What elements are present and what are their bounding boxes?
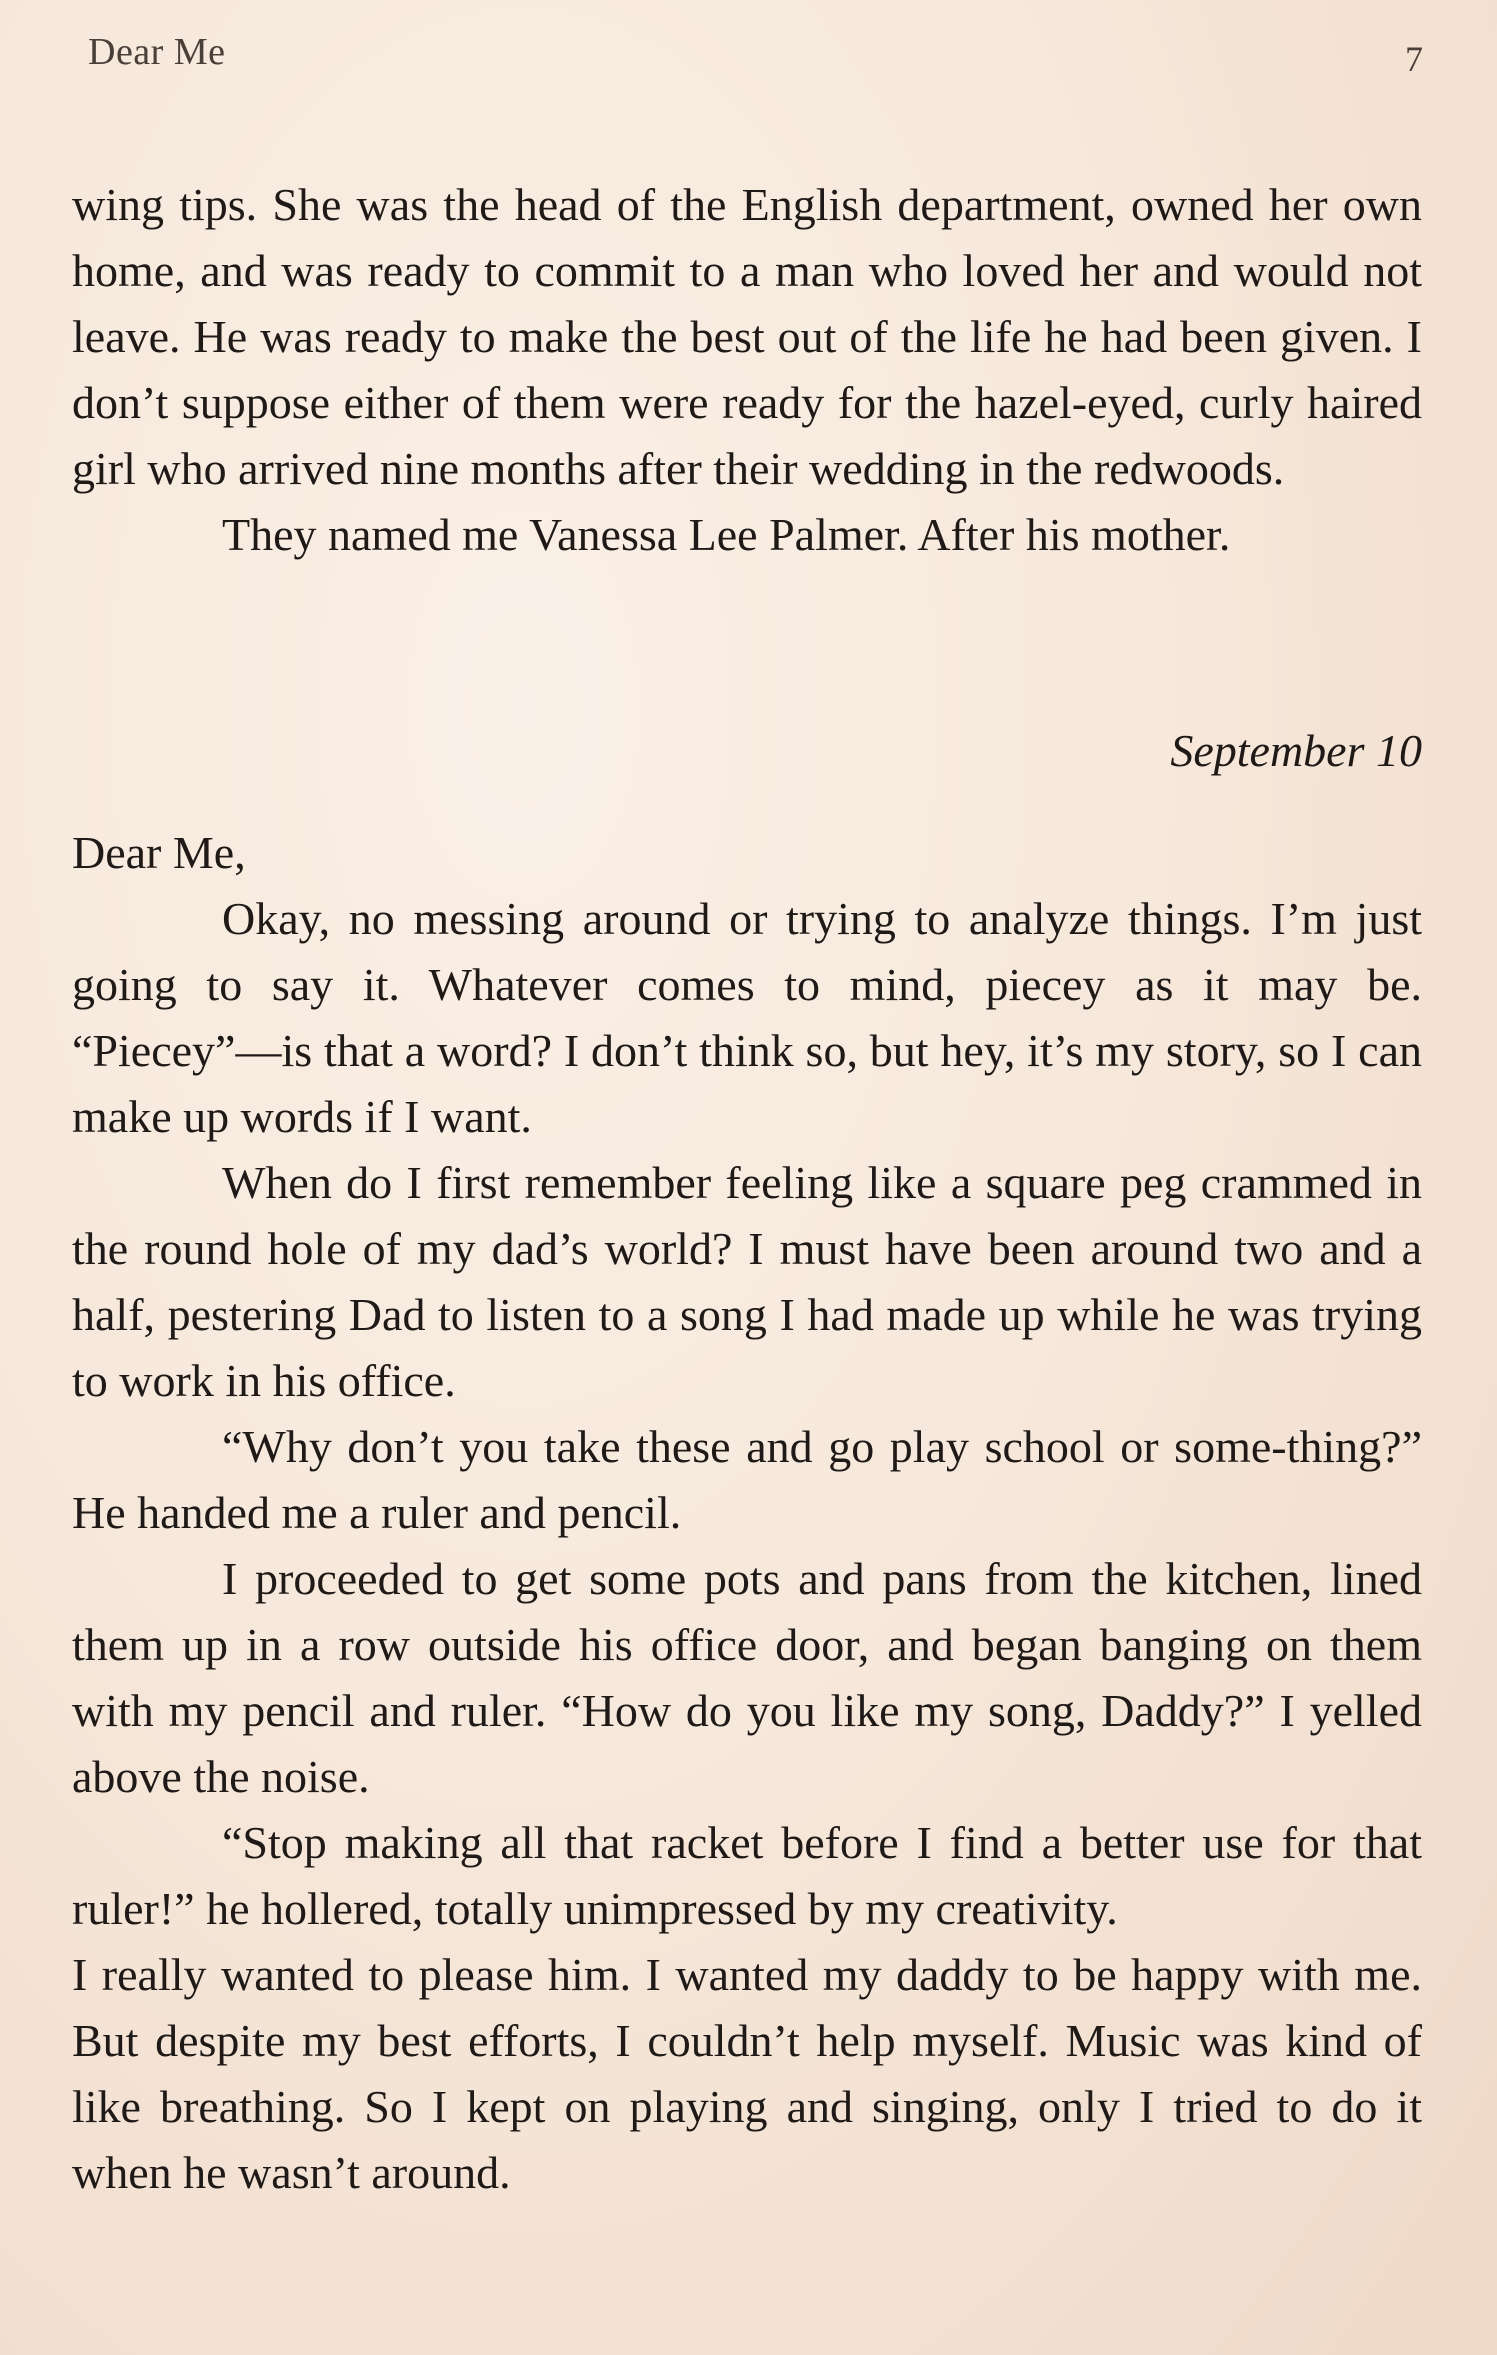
running-head: Dear Me: [88, 31, 226, 73]
page-body: [72, 172, 1422, 2206]
entry-paragraph: Okay, no messing around or trying to analyze things. I’m just going to say it. Whatever comes to mind, piecey as it may be. “Piecey”—is that a word? I don’t think so, but hey, it’s my story, so I can make up words if I want.: [72, 893, 1422, 1142]
entry-salutation: Dear Me,: [72, 827, 246, 878]
paragraph-name: They named me Vanessa Lee Palmer. After his mother.: [222, 509, 1231, 560]
entry-date: September 10: [1170, 725, 1422, 776]
section-break: [72, 568, 1422, 718]
entry-paragraph: “Stop making all that racket before I find a better use for that ruler!” he hollered, totally unimpressed by my creativity.: [72, 1817, 1422, 1934]
entry-paragraph: I really wanted to please him. I wanted my daddy to be happy with me. But despite my best efforts, I couldn’t help myself. Music was kind of like breathing. So I kept on playing and singing, only I tried to do it when he wasn’t around.: [72, 1949, 1422, 2198]
page-number: 7: [1405, 39, 1423, 79]
entry-paragraph: “Why don’t you take these and go play school or some-thing?” He handed me a ruler and pencil.: [72, 1421, 1422, 1538]
entry-paragraph: I proceeded to get some pots and pans from the kitchen, lined them up in a row outside his office door, and began banging on them with my pencil and ruler. “How do you like my song, Daddy?” I yelled above the noise.: [72, 1553, 1422, 1802]
entry-paragraph: When do I first remember feeling like a square peg crammed in the round hole of my dad’s world? I must have been around two and a half, pestering Dad to listen to a song I had made up while he was trying to work in his office.: [72, 1157, 1422, 1406]
paragraph-continued: wing tips. She was the head of the English department, owned her own home, and was ready to commit to a man who loved her and would not leave. He was ready to make the best out of the life he had been given. I don’t suppose either of them were ready for the hazel-eyed, curly haired girl who arrived nine months after their wedding in the redwoods.: [72, 179, 1422, 494]
